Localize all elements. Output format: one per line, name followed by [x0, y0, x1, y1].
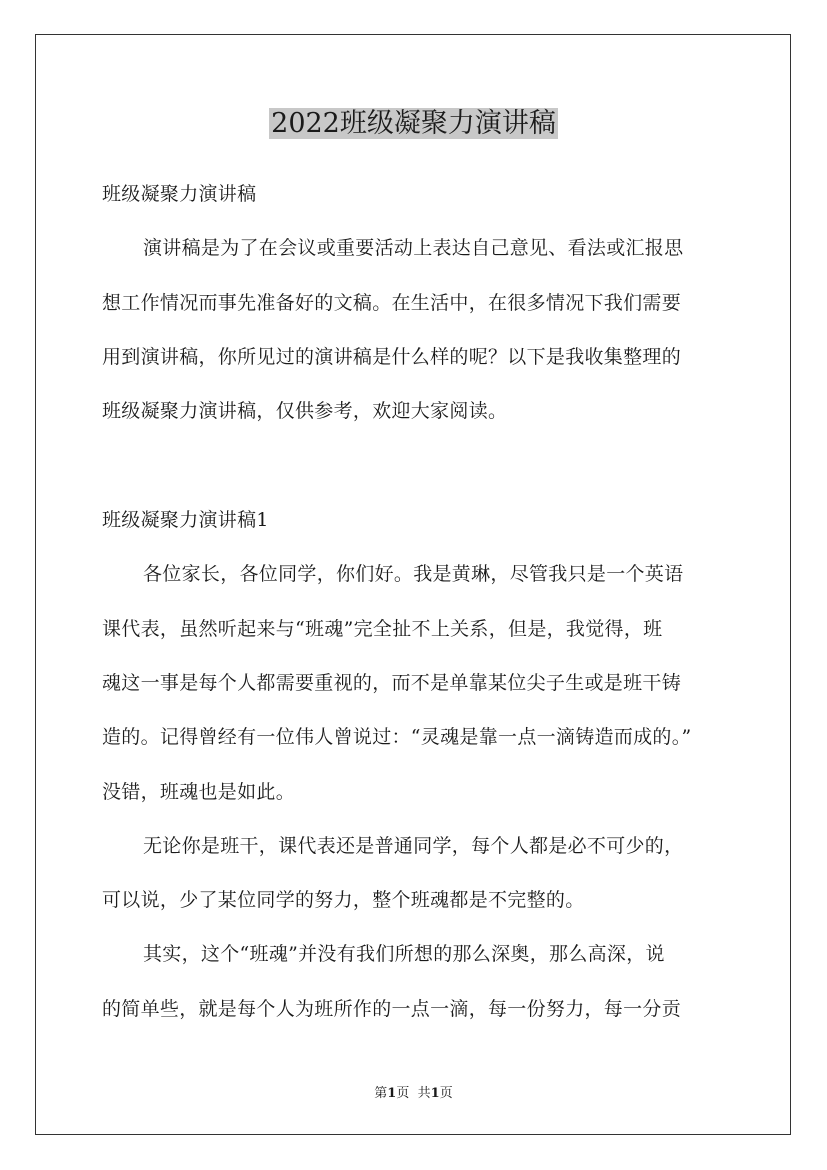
paragraph-line: 课代表，虽然听起来与“班魂”完全扯不上关系，但是，我觉得，班	[102, 618, 663, 640]
section-heading: 班级凝聚力演讲稿1	[102, 509, 269, 531]
page-suffix: 页	[396, 1086, 410, 1101]
paragraph-line: 各位家长，各位同学，你们好。我是黄琳，尽管我只是一个英语	[143, 563, 684, 585]
page-number: 1	[387, 1086, 397, 1101]
document-title-text: 2022班级凝聚力演讲稿	[271, 108, 556, 139]
paragraph-line: 无论你是班干，课代表还是普通同学，每个人都是必不可少的，	[143, 835, 684, 857]
paragraph-line: 可以说，少了某位同学的努力，整个班魂都是不完整的。	[102, 889, 585, 911]
paragraph-line: 没错，班魂也是如此。	[102, 781, 296, 803]
paragraph-line: 想工作情况而事先准备好的文稿。在生活中，在很多情况下我们需要	[102, 292, 682, 314]
section-heading: 班级凝聚力演讲稿	[102, 183, 257, 205]
document-title	[0, 104, 827, 144]
total-suffix: 页	[439, 1086, 453, 1101]
paragraph-line: 造的。记得曾经有一位伟人曾说过：“灵魂是靠一点一滴铸造而成的。”	[102, 726, 692, 748]
page-footer	[0, 1085, 827, 1103]
paragraph-line: 用到演讲稿，你所见过的演讲稿是什么样的呢？以下是我收集整理的	[102, 346, 682, 368]
paragraph-line: 魂这一事是每个人都需要重视的，而不是单靠某位尖子生或是班干铸	[102, 672, 682, 694]
paragraph-line: 班级凝聚力演讲稿，仅供参考，欢迎大家阅读。	[102, 400, 508, 422]
page-prefix: 第	[374, 1086, 388, 1101]
paragraph-line: 其实，这个“班魂”并没有我们所想的那么深奥，那么高深，说	[143, 943, 665, 965]
paragraph-line: 演讲稿是为了在会议或重要活动上表达自己意见、看法或汇报思	[143, 237, 684, 259]
paragraph-line: 的简单些，就是每个人为班所作的一点一滴，每一份努力，每一分贡	[102, 998, 682, 1020]
total-prefix: 共	[417, 1086, 431, 1101]
total-pages: 1	[430, 1086, 440, 1101]
